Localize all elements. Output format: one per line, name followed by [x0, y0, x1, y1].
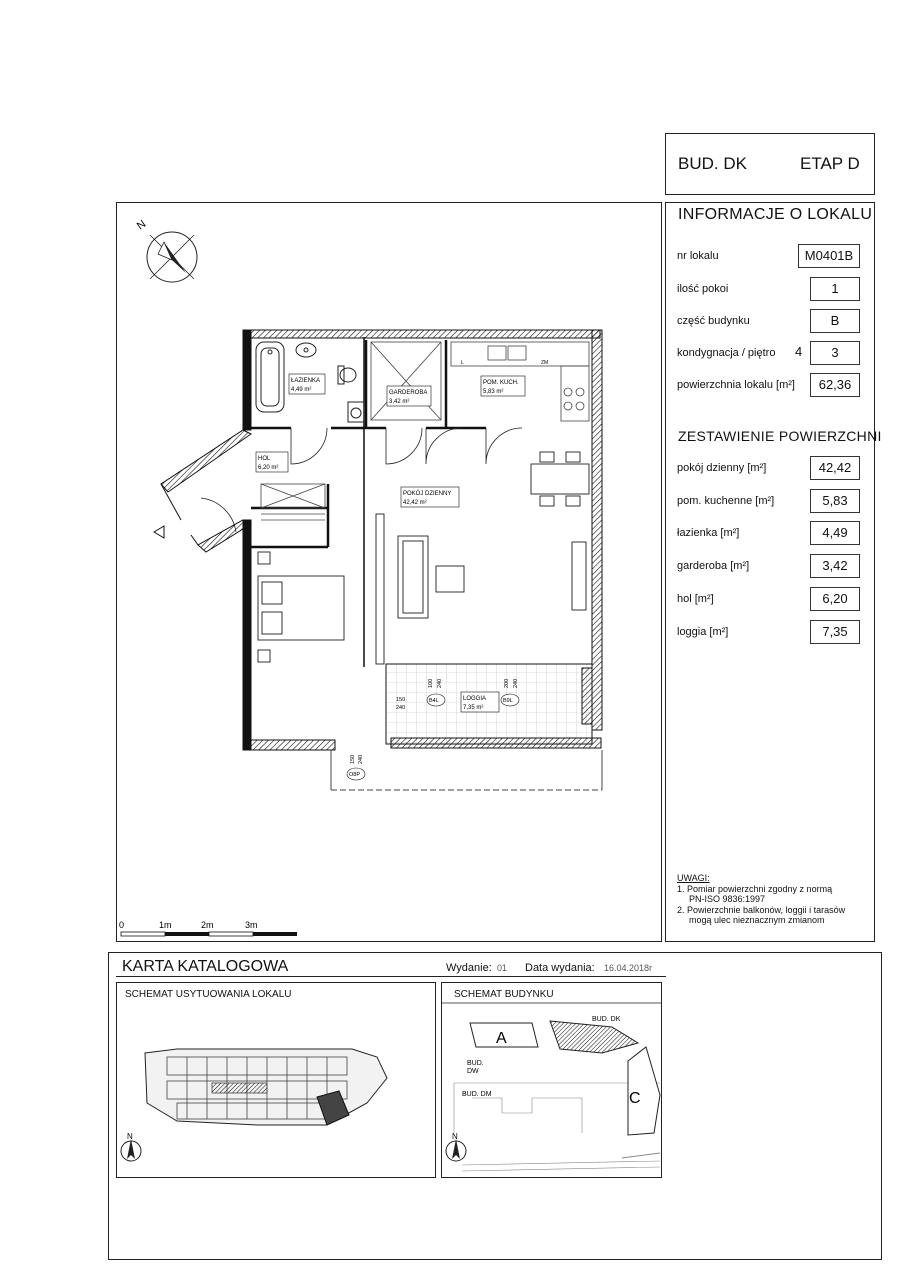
washer-icon	[348, 402, 364, 422]
bed-icon	[258, 552, 344, 662]
area-label: garderoba [m²]	[677, 560, 750, 572]
area-value: 3,42	[810, 554, 860, 578]
dining-table	[531, 452, 589, 506]
room-area: 7,35 m²	[463, 705, 484, 711]
room-area: 6,20 m²	[258, 465, 279, 471]
compass-icon	[135, 218, 197, 282]
notes-title: UWAGI:	[677, 873, 710, 883]
notes-line: 1. Pomiar powierzchni zgodny z normą	[677, 883, 833, 894]
info-value: M0401B	[798, 244, 860, 268]
room-label	[387, 386, 431, 406]
info-label: kondygnacja / piętro	[677, 347, 776, 359]
kitchen-mark: ZM	[541, 360, 549, 366]
scale-tick: 3m	[245, 920, 258, 930]
area-value: 5,83	[810, 489, 860, 513]
hall-wardrobe	[261, 484, 325, 520]
coffee-table	[436, 566, 464, 592]
north-label: N	[452, 1132, 458, 1141]
room-label	[481, 376, 525, 396]
info-value: B	[810, 309, 860, 333]
areas-title: ZESTAWIENIE POWIERZCHNI	[678, 428, 882, 444]
building-dw-label: BUD.	[467, 1060, 484, 1067]
floor-plan	[116, 202, 662, 942]
area-label: loggia [m²]	[677, 626, 729, 638]
scheme-unit	[116, 982, 436, 1178]
area-label: hol [m²]	[677, 593, 714, 605]
area-label: pokój dzienny [m²]	[677, 462, 767, 474]
toilet-icon	[338, 366, 356, 384]
building-c-label: C	[629, 1090, 641, 1107]
unit-site-plan	[117, 983, 435, 1177]
window-tag	[427, 694, 445, 706]
info-title: INFORMACJE O LOKALU	[678, 206, 873, 223]
info-value-pre: 4	[795, 344, 803, 359]
area-value: 7,35	[810, 620, 860, 644]
window-tag-label: B4L	[429, 698, 439, 704]
tv-cabinet	[572, 542, 586, 610]
info-label: część budynku	[677, 315, 750, 327]
scheme-unit-title: SCHEMAT USYTUOWANIA LOKALU	[125, 989, 292, 1000]
room-label	[401, 487, 459, 507]
notes-line: mogą ulec nieznacznym zmianom	[689, 915, 825, 925]
building-a-label: A	[496, 1030, 507, 1047]
north-label: N	[127, 1132, 133, 1141]
date-value: 16.04.2018r	[604, 963, 653, 973]
area-value: 42,42	[810, 456, 860, 480]
scale-tick: 2m	[201, 920, 214, 930]
window-tag	[501, 694, 519, 706]
area-value: 4,49	[810, 521, 860, 545]
scheme-building-title: SCHEMAT BUDYNKU	[454, 989, 554, 1000]
dimension-label: 240	[396, 705, 406, 711]
scale-tick: 1m	[159, 920, 172, 930]
svg-text:N: N	[134, 218, 149, 233]
dimension-label: 240	[437, 678, 443, 688]
building-dk-label: BUD. DK	[592, 1016, 621, 1023]
header-box	[665, 133, 875, 195]
scale-bar	[119, 920, 297, 936]
room-partition	[376, 514, 384, 664]
north-arrow-icon	[121, 1139, 141, 1161]
room-name: POKÓJ DZIENNY	[403, 491, 452, 497]
wardrobe-cabinet	[371, 342, 441, 420]
info-value: 62,36	[810, 373, 860, 397]
room-area: 3,42 m²	[389, 399, 410, 405]
area-label: pom. kuchenne [m²]	[677, 495, 775, 507]
dimension-label: 200	[504, 678, 510, 688]
info-label: powierzchnia lokalu [m²]	[677, 379, 795, 391]
catalog-title: KARTA KATALOGOWA	[122, 958, 289, 975]
room-name: LOGGIA	[463, 696, 487, 702]
room-name: GARDEROBA	[389, 390, 428, 396]
room-name: POM. KUCH.	[483, 380, 519, 386]
issue-label: Wydanie:	[446, 962, 492, 974]
area-label: łazienka [m²]	[677, 527, 740, 539]
room-area: 42,42 m²	[403, 500, 427, 506]
kitchen-mark: L	[461, 360, 464, 366]
area-value: 6,20	[810, 587, 860, 611]
room-area: 5,83 m²	[483, 389, 504, 395]
dimension-label: 150	[350, 754, 356, 764]
north-arrow-icon	[446, 1139, 466, 1161]
building-dw-label: DW	[467, 1068, 479, 1075]
window-tag-label: O8P	[349, 772, 361, 778]
info-value: 1	[810, 277, 860, 301]
catalog-divider	[116, 976, 666, 977]
info-value: 3	[810, 341, 860, 365]
date-label: Data wydania:	[525, 962, 595, 974]
issue-value: 01	[497, 963, 508, 973]
dimension-label: 240	[513, 678, 519, 688]
building-label: BUD. DK	[678, 154, 747, 173]
entrance-arrow-icon	[154, 526, 164, 538]
sink-icon	[296, 343, 316, 357]
building-dm-label: BUD. DM	[462, 1091, 492, 1098]
info-label: nr lokalu	[677, 250, 719, 262]
bathtub-icon	[256, 342, 284, 412]
room-name: ŁAZIENKA	[291, 378, 321, 384]
notes	[677, 873, 845, 926]
dimension-label: 240	[358, 754, 364, 764]
window-tag	[347, 768, 365, 780]
notes-line: PN-ISO 9836:1997	[689, 894, 766, 904]
room-label	[289, 374, 325, 394]
loggia-side	[582, 668, 592, 724]
scheme-building	[441, 982, 662, 1178]
scale-tick: 0	[119, 920, 125, 930]
room-label	[256, 452, 288, 472]
sofa-icon	[398, 536, 428, 618]
dimension-label: 100	[428, 678, 434, 688]
room-name: HOL	[258, 456, 271, 462]
door-swings	[201, 428, 522, 532]
dimension-label: 150	[396, 697, 406, 703]
stage-label: ETAP D	[800, 154, 860, 173]
loggia-rail	[391, 738, 601, 748]
building-site-plan	[442, 983, 661, 1177]
notes-line: 2. Powierzchnie balkonów, loggii i tarasów	[677, 904, 846, 915]
interior-walls	[251, 340, 486, 547]
window-tag-label: B9L	[503, 698, 513, 704]
info-label: ilość pokoi	[677, 283, 729, 295]
room-area: 4,49 m²	[291, 387, 312, 393]
room-label	[461, 692, 499, 712]
